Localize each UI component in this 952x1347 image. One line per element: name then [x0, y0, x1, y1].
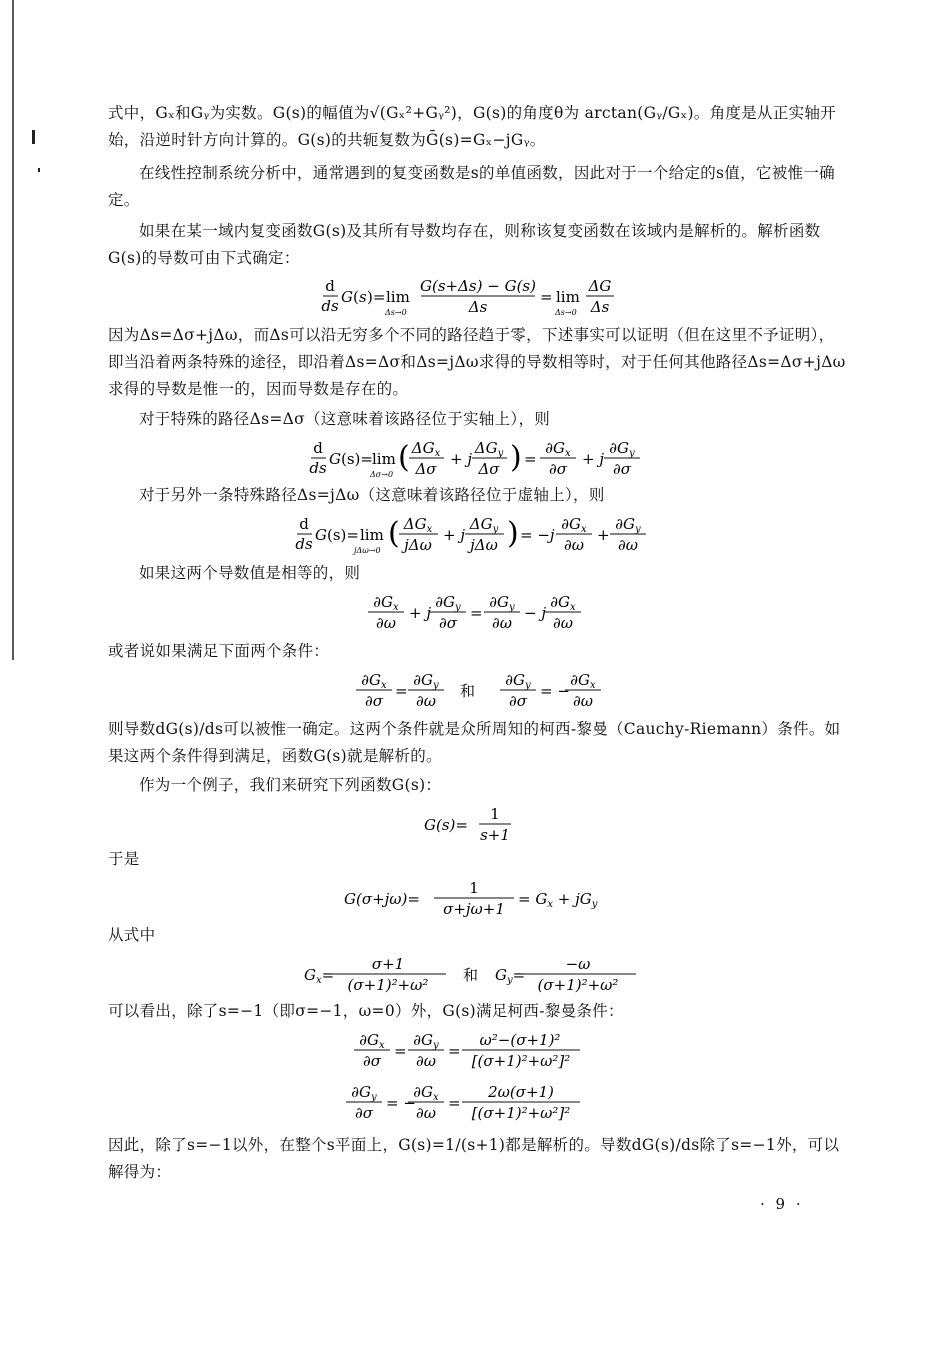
svg-text:∂Gy: $\partial G_y$: [351, 1083, 377, 1103]
paragraph: 因为Δs=Δσ+jΔω，而Δs可以沿无穷多个不同的路径趋于零，下述事实可以证明（但在这里不予证明），即当沿着两条特殊的途径，即沿着Δs=Δσ和Δs=jΔω求得的导数相等时，对于任何其他路径Δs=Δσ+jΔω求得的导数是惟一的，因而导数是存在的。: [108, 326, 846, 398]
svg-text:Δs: Δs: [468, 298, 488, 316]
svg-text:∂Gx: $\partial G_x$: [359, 1031, 385, 1051]
equation-complex-substitution: [108, 876, 850, 918]
svg-text:∂σ: ∂σ: [439, 614, 457, 632]
svg-text:G(s+Δs) − G(s): G(s+Δs) − G(s): [420, 277, 536, 295]
scan-edge-mark: [38, 168, 40, 172]
paragraph: 式中，Gₓ和Gᵧ为实数。G(s)的幅值为√(Gₓ²+Gᵧ²)，G(s)的角度θ为 arctan(Gᵧ/Gₓ)。角度是从正实轴开始，沿逆时针方向计算的。G(s)的共轭复数为Ḡ(s)=Gₓ−jGᵧ。: [108, 104, 837, 149]
svg-text:G(s)=: G(s)=: [424, 816, 468, 834]
svg-text:∂Gy: $\partial G_y$: [615, 515, 641, 535]
svg-text:∂ω: ∂ω: [573, 692, 593, 710]
svg-text:(σ+1)²+ω²: (σ+1)²+ω²: [347, 976, 429, 994]
equation-cr-check-2: [108, 1080, 850, 1122]
svg-text:d: d: [313, 439, 323, 457]
svg-text:Δσ: Δσ: [415, 460, 437, 478]
svg-text:(s)=: (s)=: [327, 526, 359, 544]
svg-text:∂ω: ∂ω: [376, 614, 396, 632]
svg-text:2ω(σ+1): 2ω(σ+1): [488, 1083, 554, 1101]
paragraph: 对于另外一条特殊路径Δs=jΔω（这意味着该路径位于虚轴上），则: [139, 486, 605, 504]
svg-text:∂Gx: $\partial G_x$: [413, 1083, 439, 1103]
svg-text:1: 1: [469, 879, 479, 897]
svg-text:∂σ: ∂σ: [549, 460, 567, 478]
svg-text:=: =: [524, 450, 537, 468]
svg-text:G: G: [315, 526, 327, 544]
svg-text:=: =: [448, 1042, 461, 1060]
svg-text:∂ω: ∂ω: [492, 614, 512, 632]
svg-text:∂Gx: $\partial G_x$: [545, 439, 571, 459]
page-number: · 9 ·: [760, 1195, 804, 1213]
equation-derivative-definition: [108, 274, 850, 316]
svg-text:ω²−(σ+1)²: ω²−(σ+1)²: [479, 1031, 561, 1049]
svg-text:σ+1: σ+1: [371, 955, 405, 973]
svg-text:∂Gy: $\partial G_y$: [413, 671, 439, 691]
svg-text:Gy=: $G_y=$: [495, 966, 526, 986]
svg-text:[(σ+1)²+ω²]²: [(σ+1)²+ω²]²: [471, 1052, 571, 1070]
svg-text:d: d: [325, 277, 335, 295]
svg-text:∂ω: ∂ω: [564, 536, 584, 554]
svg-text:jΔω: jΔω: [470, 536, 498, 554]
svg-text:=: =: [470, 604, 483, 622]
svg-text:[(σ+1)²+ω²]²: [(σ+1)²+ω²]²: [471, 1104, 571, 1122]
svg-text:ds: ds: [309, 459, 327, 477]
svg-text:∂σ: ∂σ: [509, 692, 527, 710]
paragraph: 从式中: [108, 926, 156, 944]
svg-text:ΔGy: $\Delta G_y$: [474, 439, 504, 459]
svg-text:∂Gx: $\partial G_x$: [570, 671, 596, 691]
svg-text:+: +: [597, 526, 610, 544]
svg-text:∂Gx: $\partial G_x$: [361, 671, 387, 691]
svg-text:(σ+1)²+ω²: (σ+1)²+ω²: [537, 976, 619, 994]
paragraph: 因此，除了s=−1以外，在整个s平面上，G(s)=1/(s+1)都是解析的。导数dG(s)/ds除了s=−1外，可以解得为：: [108, 1136, 840, 1181]
svg-text:ΔG: ΔG: [588, 277, 612, 295]
svg-text:jΔω→0: jΔω→0: [354, 546, 381, 555]
svg-text:∂ω: ∂ω: [618, 536, 638, 554]
equation-real-axis-derivative: [108, 436, 850, 478]
svg-text:G: G: [341, 288, 353, 306]
svg-text:ΔGx: $\Delta G_x$: [403, 515, 433, 535]
svg-text:∂Gy: $\partial G_y$: [505, 671, 531, 691]
svg-text:∂ω: ∂ω: [416, 1104, 436, 1122]
svg-text:∂ω: ∂ω: [553, 614, 573, 632]
svg-text:lim: lim: [360, 526, 384, 544]
svg-text:ds: ds: [321, 297, 339, 315]
svg-text:): ): [510, 440, 522, 475]
svg-text:=: =: [448, 1094, 461, 1112]
svg-text:∂Gx: $\partial G_x$: [550, 593, 576, 613]
svg-text:Δσ→0: Δσ→0: [370, 470, 394, 479]
svg-text:+ j: + j: [443, 526, 465, 544]
svg-text:ΔGy: $\Delta G_y$: [469, 515, 499, 535]
svg-text:jΔω: jΔω: [404, 536, 432, 554]
svg-text:∂Gy: $\partial G_y$: [435, 593, 461, 613]
scan-edge-mark: [12, 0, 14, 660]
svg-text:=: =: [395, 682, 408, 700]
svg-text:∂σ: ∂σ: [613, 460, 631, 478]
svg-text:=: =: [540, 288, 553, 306]
svg-text:∂ω: ∂ω: [416, 692, 436, 710]
equation-cr-check-1: [108, 1028, 850, 1070]
svg-text:∂Gx: $\partial G_x$: [373, 593, 399, 613]
equation-real-imag-parts: [108, 952, 850, 994]
svg-text:和: 和: [463, 966, 479, 984]
svg-text:s+1: s+1: [480, 826, 510, 844]
paragraph: 作为一个例子，我们来研究下列函数G(s)：: [139, 776, 442, 794]
svg-text:= −: = −: [540, 682, 570, 700]
svg-text:Δs: Δs: [590, 298, 610, 316]
svg-text:ΔGx: $\Delta G_x$: [411, 439, 441, 459]
svg-text:G: G: [329, 450, 341, 468]
svg-text:(s)=: (s)=: [341, 450, 373, 468]
svg-text:∂ω: ∂ω: [416, 1052, 436, 1070]
svg-text:= −j: = −j: [520, 526, 555, 544]
svg-text:(: (: [388, 516, 400, 551]
paragraph: 可以看出，除了s=−1（即σ=−1，ω=0）外，G(s)满足柯西-黎曼条件：: [108, 1002, 624, 1020]
svg-text:+ j: + j: [582, 450, 604, 468]
svg-text:Δσ: Δσ: [478, 460, 500, 478]
svg-text:=: =: [394, 1042, 407, 1060]
svg-text:d: d: [299, 515, 309, 533]
svg-text:G(σ+jω)=: G(σ+jω)=: [344, 890, 420, 908]
svg-text:(: (: [398, 440, 410, 475]
svg-text:Δs→0: Δs→0: [385, 308, 407, 317]
scan-edge-mark: [32, 130, 35, 144]
paragraph: 或者说如果满足下面两个条件：: [108, 642, 330, 660]
equation-imag-axis-derivative: [108, 512, 850, 554]
svg-text:∂Gy: $\partial G_y$: [413, 1031, 439, 1051]
svg-text:1: 1: [490, 805, 500, 823]
svg-text:lim: lim: [372, 450, 396, 468]
paragraph: 则导数dG(s)/ds可以被惟一确定。这两个条件就是众所周知的柯西-黎曼（Cauchy-Riemann）条件。如果这两个条件得到满足，函数G(s)就是解析的。: [108, 720, 841, 765]
svg-text:+ j: + j: [409, 604, 431, 622]
equation-example-function: [108, 802, 850, 844]
paragraph: 如果这两个导数值是相等的，则: [139, 564, 361, 582]
svg-text:): ): [507, 516, 519, 551]
svg-text:∂σ: ∂σ: [355, 1104, 373, 1122]
svg-text:Δs→0: Δs→0: [555, 308, 577, 317]
svg-text:和: 和: [460, 682, 476, 700]
svg-text:∂σ: ∂σ: [365, 692, 383, 710]
svg-text:∂σ: ∂σ: [363, 1052, 381, 1070]
svg-text:ds: ds: [295, 535, 313, 553]
svg-text:σ+jω+1: σ+jω+1: [443, 900, 505, 918]
svg-text:∂Gy: $\partial G_y$: [489, 593, 515, 613]
svg-text:lim: lim: [556, 288, 580, 306]
paragraph: 如果在某一域内复变函数G(s)及其所有导数均存在，则称该复变函数在该域内是解析的。解析函数G(s)的导数可由下式确定：: [108, 222, 821, 267]
svg-text:(: (: [353, 288, 359, 306]
svg-text:Gx=: $G_x=$: [304, 966, 335, 986]
equation-cauchy-riemann: [108, 668, 850, 710]
paragraph: 在线性控制系统分析中，通常遇到的复变函数是s的单值函数，因此对于一个给定的s值，它被惟一确定。: [108, 164, 835, 209]
svg-text:− j: − j: [524, 604, 546, 622]
svg-text:+ j: + j: [450, 450, 472, 468]
svg-text:= −: = −: [386, 1094, 416, 1112]
equation-equal-derivatives: [108, 590, 850, 632]
svg-text:∂Gy: $\partial G_y$: [609, 439, 635, 459]
paragraph: 于是: [108, 850, 140, 868]
svg-text:= Gx + jGy: = $G_x + jG_y$: [518, 890, 598, 910]
svg-text:)=: )=: [367, 288, 386, 306]
paragraph: 对于特殊的路径Δs=Δσ（这意味着该路径位于实轴上），则: [139, 410, 551, 428]
svg-text:lim: lim: [386, 288, 410, 306]
svg-text:∂Gx: $\partial G_x$: [561, 515, 587, 535]
svg-text:s: s: [359, 288, 367, 306]
svg-text:−ω: −ω: [565, 955, 591, 973]
